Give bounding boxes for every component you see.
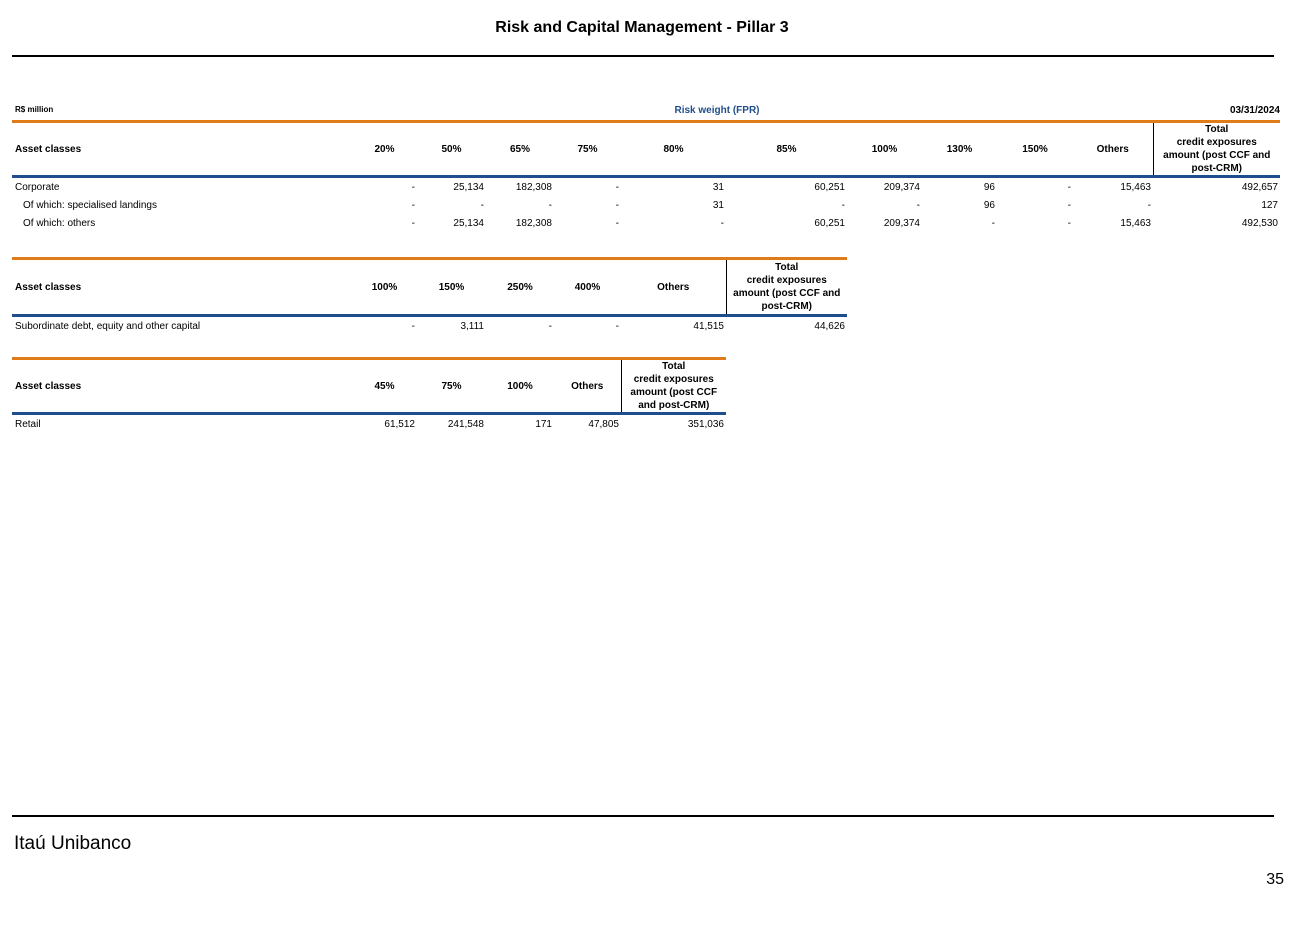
table-cell: 351,036 <box>687 418 724 430</box>
column-header: 75% <box>577 143 598 155</box>
total-column-header <box>1153 122 1280 177</box>
table-cell: - <box>548 199 552 211</box>
table-header-row <box>12 122 1280 177</box>
table-row <box>12 177 1280 197</box>
column-header: Others <box>1096 143 1129 155</box>
table-cell: - <box>548 320 552 332</box>
unit-label: R$ million <box>15 105 54 114</box>
table-cell: 61,512 <box>384 418 415 430</box>
table-cell: - <box>1147 199 1151 211</box>
total-header-line: Total <box>1205 124 1229 135</box>
table-row <box>12 214 1280 232</box>
table-cell: 31 <box>712 199 724 211</box>
table-cell: - <box>615 199 619 211</box>
table-cell: 127 <box>1261 199 1278 211</box>
table-cell: - <box>916 199 920 211</box>
table-cell: 15,463 <box>1120 181 1151 193</box>
table-cell: 31 <box>712 181 724 193</box>
row-label: Of which: others <box>23 217 96 229</box>
table-cell: 3,111 <box>460 320 484 332</box>
company-name: Itaú Unibanco <box>14 833 132 854</box>
column-header: Others <box>657 281 690 293</box>
table-cell: - <box>841 199 845 211</box>
table-row <box>12 316 847 336</box>
column-header: 150% <box>438 281 465 293</box>
total-header-line: amount (post CCF <box>630 387 718 398</box>
column-header: Asset classes <box>15 143 82 155</box>
table-cell: 25,134 <box>453 181 484 193</box>
table-cell: 96 <box>983 181 995 193</box>
column-header: 85% <box>776 143 797 155</box>
risk-weight-label: Risk weight (FPR) <box>674 105 760 116</box>
table-cell: - <box>1067 181 1071 193</box>
row-label: Of which: specialised landings <box>23 199 157 211</box>
total-header-line: amount (post CCF and <box>733 288 841 299</box>
table-cell: - <box>411 199 415 211</box>
column-header: 250% <box>507 281 533 293</box>
table-cell: 182,308 <box>515 181 552 193</box>
table-cell: 47,805 <box>588 418 619 430</box>
column-header: Asset classes <box>15 380 82 392</box>
reference-date: 03/31/2024 <box>1229 105 1280 116</box>
table-cell: - <box>411 181 415 193</box>
table-cell: 492,657 <box>1241 181 1278 193</box>
total-header-line: credit exposures <box>746 275 827 286</box>
table-cell: - <box>615 320 619 332</box>
column-header: 80% <box>663 143 684 155</box>
table-cell: 209,374 <box>883 181 920 193</box>
table-header-row <box>12 259 847 316</box>
table-cell: - <box>1067 217 1071 229</box>
footer-divider <box>12 815 1274 817</box>
total-header-line: amount (post CCF and <box>1163 150 1271 161</box>
table-cell: 44,626 <box>814 320 845 332</box>
column-header: 130% <box>946 143 973 155</box>
table-cell: - <box>720 217 724 229</box>
column-header: 100% <box>371 281 398 293</box>
column-header: 20% <box>374 143 395 155</box>
table-cell: 25,134 <box>453 217 484 229</box>
column-header: 75% <box>441 380 462 392</box>
total-column-header <box>621 359 726 414</box>
column-header: Asset classes <box>15 281 82 293</box>
total-header-line: Total <box>775 262 799 273</box>
table-cell: 60,251 <box>814 181 845 193</box>
table-row <box>12 196 1280 214</box>
total-header-line: and post-CRM) <box>638 400 710 411</box>
table-cell: - <box>615 217 619 229</box>
total-header-line: post-CRM) <box>761 301 813 312</box>
column-header: Others <box>571 380 604 392</box>
table-header-row <box>12 359 726 414</box>
row-label: Subordinate debt, equity and other capital <box>15 320 201 332</box>
table-cell: 41,515 <box>693 320 724 332</box>
table-cell: - <box>411 320 415 332</box>
table-cell: 492,530 <box>1241 217 1278 229</box>
column-header: 50% <box>441 143 462 155</box>
row-label: Retail <box>15 418 41 430</box>
total-header-line: credit exposures <box>633 374 714 385</box>
column-header: 150% <box>1022 143 1048 155</box>
retail-exposures-table <box>12 357 726 433</box>
table-cell: - <box>991 217 995 229</box>
table-cell: - <box>615 181 619 193</box>
table-cell: 209,374 <box>883 217 920 229</box>
total-column-header <box>726 259 847 316</box>
total-header-line: credit exposures <box>1176 137 1257 148</box>
table-cell: - <box>480 199 484 211</box>
column-header: 100% <box>871 143 898 155</box>
table-meta-row <box>12 104 1280 120</box>
total-header-line: Total <box>662 361 686 372</box>
column-header: 400% <box>574 281 601 293</box>
total-header-line: post-CRM) <box>1191 163 1243 174</box>
row-label: Corporate <box>15 181 60 193</box>
column-header: 100% <box>507 380 533 392</box>
page-title: Risk and Capital Management - Pillar 3 <box>495 19 789 36</box>
table-cell: 182,308 <box>515 217 552 229</box>
table-cell: 15,463 <box>1120 217 1151 229</box>
table-row <box>12 414 726 434</box>
table-cell: - <box>411 217 415 229</box>
table-cell: 241,548 <box>447 418 484 430</box>
column-header: 65% <box>509 143 530 155</box>
page-number: 35 <box>1266 871 1284 888</box>
table-cell: - <box>1067 199 1071 211</box>
header-divider <box>12 55 1274 57</box>
subordinate-debt-table <box>12 257 847 335</box>
table-cell: 60,251 <box>814 217 845 229</box>
table-cell: 96 <box>983 199 995 211</box>
table-cell: 171 <box>535 418 552 430</box>
column-header: 45% <box>374 380 395 392</box>
corporate-exposures-table <box>12 120 1280 232</box>
